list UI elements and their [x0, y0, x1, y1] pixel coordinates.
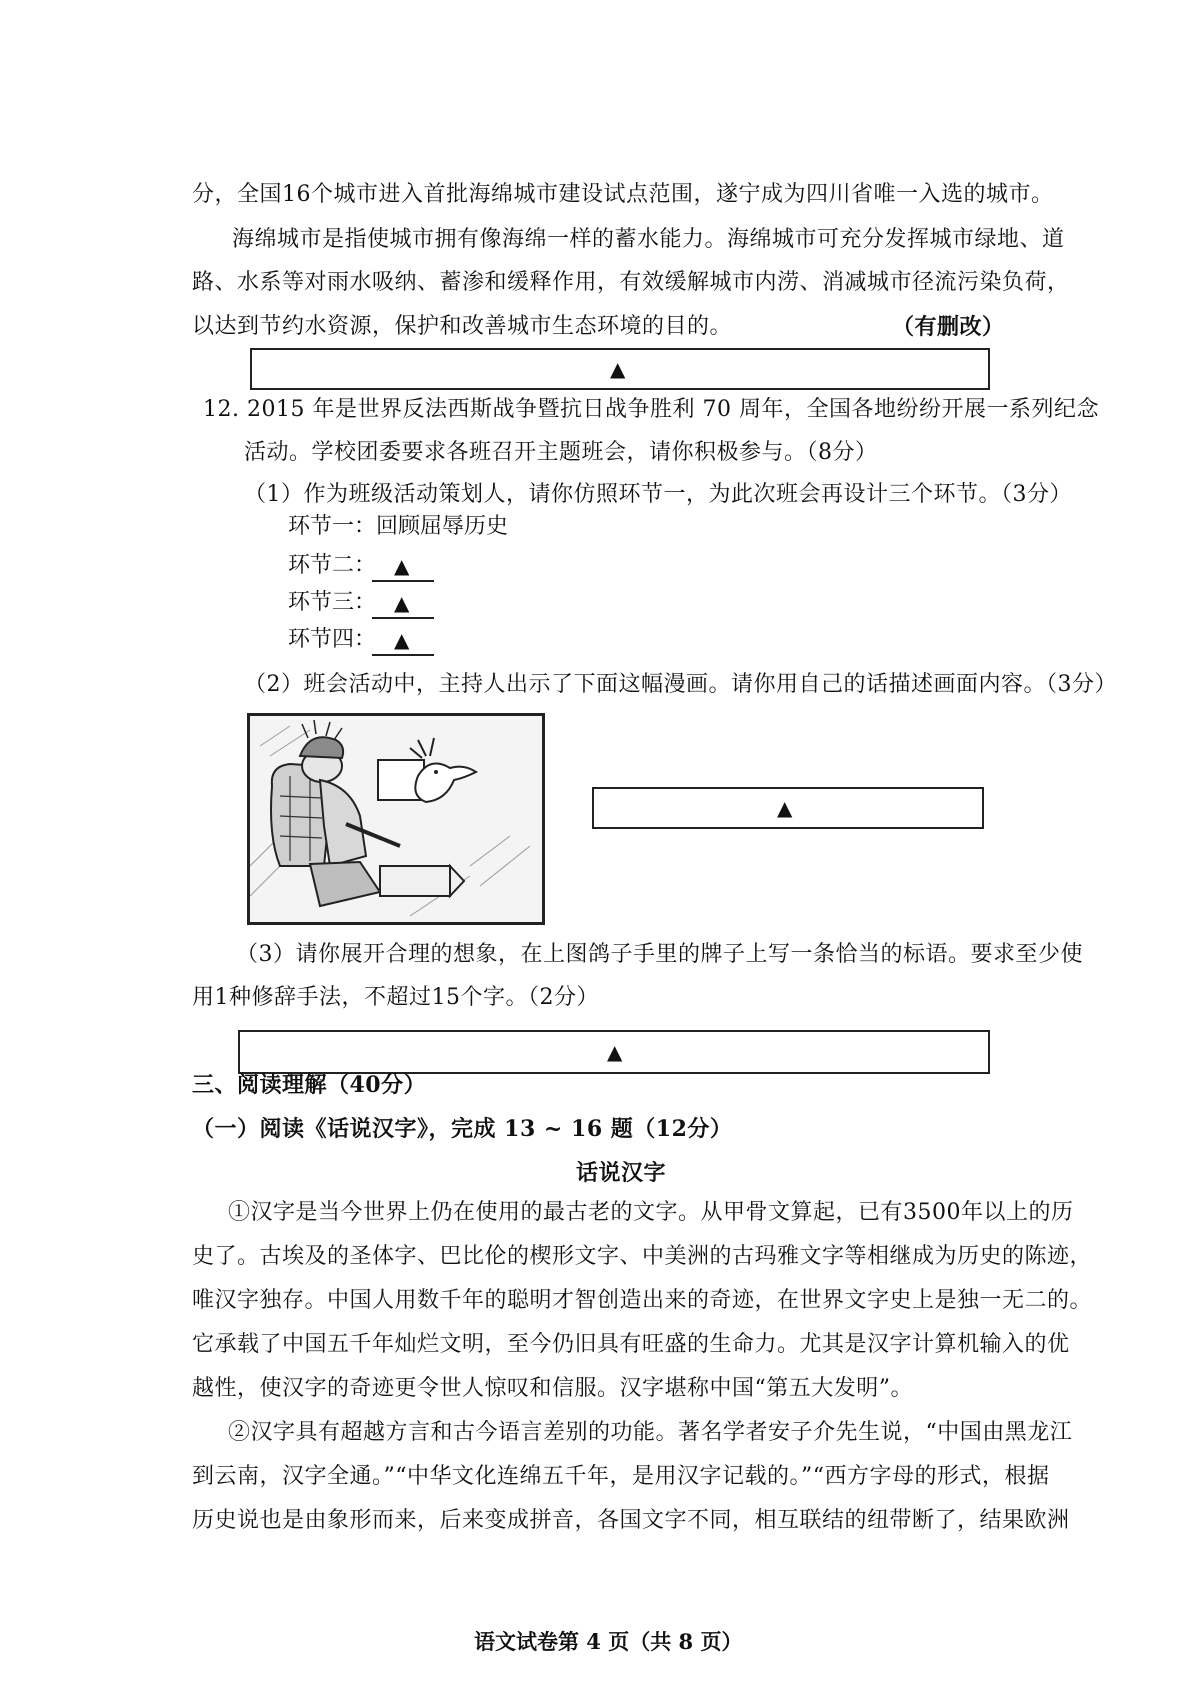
step-3-mark: ▲	[394, 591, 410, 615]
paragraph-2-line-2: 到云南，汉字全通。”“中华文化连绵五千年，是用汉字记载的。”“西方字母的形式，根据	[192, 1464, 1050, 1489]
step-4-mark: ▲	[394, 628, 410, 652]
paragraph-1-line-4: 它承载了中国五千年灿烂文明，至今仍旧具有旺盛的生命力。尤其是汉字计算机输入的优	[192, 1332, 1070, 1357]
section-3-heading: 三、阅读理解（40分）	[192, 1072, 427, 1098]
passage-line-3: 路、水系等对雨水吸纳、蓄渗和缓释作用，有效缓解城市内涝、消减城市径流污染负荷，	[192, 270, 1070, 295]
cartoon-image	[247, 713, 545, 925]
section-3-part-1: （一）阅读《话说汉字》，完成 13 ~ 16 题（12分）	[192, 1116, 733, 1142]
q12-sub1: （1）作为班级活动策划人，请你仿照环节一，为此次班会再设计三个环节。（3分）	[244, 482, 1072, 507]
answer-placeholder-mark: ▲	[607, 1040, 623, 1064]
q12-sub3-line-1: （3）请你展开合理的想象，在上图鸽子手里的牌子上写一条恰当的标语。要求至少使	[236, 942, 1083, 967]
passage-line-2: 海绵城市是指使城市拥有像海绵一样的蓄水能力。海绵城市可充分发挥城市绿地、道	[232, 227, 1065, 252]
step-3-answer-line[interactable]	[372, 617, 434, 619]
answer-placeholder-mark: ▲	[610, 357, 626, 381]
answer-box-q12-2[interactable]	[592, 787, 984, 829]
paragraph-1-line-1: ①汉字是当今世界上仍在使用的最古老的文字。从甲骨文算起，已有3500年以上的历	[228, 1200, 1074, 1225]
q12-line-2: 活动。学校团委要求各班召开主题班会，请你积极参与。（8分）	[244, 440, 878, 465]
step-1	[288, 512, 508, 542]
passage-line-1: 分，全国16个城市进入首批海绵城市建设试点范围，遂宁成为四川省唯一入选的城市。	[192, 182, 1054, 207]
q12-sub3-line-2: 用1种修辞手法，不超过15个字。（2分）	[192, 985, 599, 1010]
step-1-label: 环节一：	[288, 514, 377, 539]
soldier-and-dove-illustration	[250, 716, 542, 922]
step-3-label: 环节三：	[288, 590, 377, 615]
step-2-mark: ▲	[394, 554, 410, 578]
step-2-label: 环节二：	[288, 553, 377, 578]
answer-box-q12-3[interactable]	[238, 1030, 990, 1074]
step-4	[288, 625, 376, 655]
page-footer: 语文试卷第 4 页（共 8 页）	[474, 1629, 743, 1654]
step-1-value: 回顾屈辱历史	[376, 514, 509, 539]
paragraph-1-line-5: 越性，使汉字的奇迹更令世人惊叹和信服。汉字堪称中国“第五大发明”。	[192, 1376, 913, 1401]
step-3	[288, 588, 376, 618]
answer-placeholder-mark: ▲	[777, 796, 793, 820]
paragraph-2-line-1: ②汉字具有超越方言和古今语言差别的功能。著名学者安子介先生说，“中国由黑龙江	[228, 1420, 1073, 1445]
step-2-answer-line[interactable]	[372, 580, 434, 582]
q12-line-1: 12. 2015 年是世界反法西斯战争暨抗日战争胜利 70 周年，全国各地纷纷开展一系列纪念	[203, 397, 1099, 422]
paragraph-1-line-2: 史了。古埃及的圣体字、巴比伦的楔形文字、中美洲的古玛雅文字等相继成为历史的陈迹，	[192, 1244, 1093, 1269]
step-4-answer-line[interactable]	[372, 654, 434, 656]
source-note: （有删改）	[892, 314, 1005, 340]
step-2	[288, 551, 376, 581]
article-title: 话说汉字	[576, 1160, 667, 1186]
step-4-label: 环节四：	[288, 627, 377, 652]
answer-box-11[interactable]	[250, 348, 990, 390]
passage-line-4: 以达到节约水资源，保护和改善城市生态环境的目的。	[192, 314, 733, 339]
paragraph-2-line-3: 历史说也是由象形而来，后来变成拼音，各国文字不同，相互联结的纽带断了，结果欧洲	[192, 1508, 1070, 1533]
paragraph-1-line-3: 唯汉字独存。中国人用数千年的聪明才智创造出来的奇迹，在世界文字史上是独一无二的。	[192, 1288, 1093, 1313]
q12-sub2: （2）班会活动中，主持人出示了下面这幅漫画。请你用自己的话描述画面内容。（3分）	[244, 672, 1117, 697]
